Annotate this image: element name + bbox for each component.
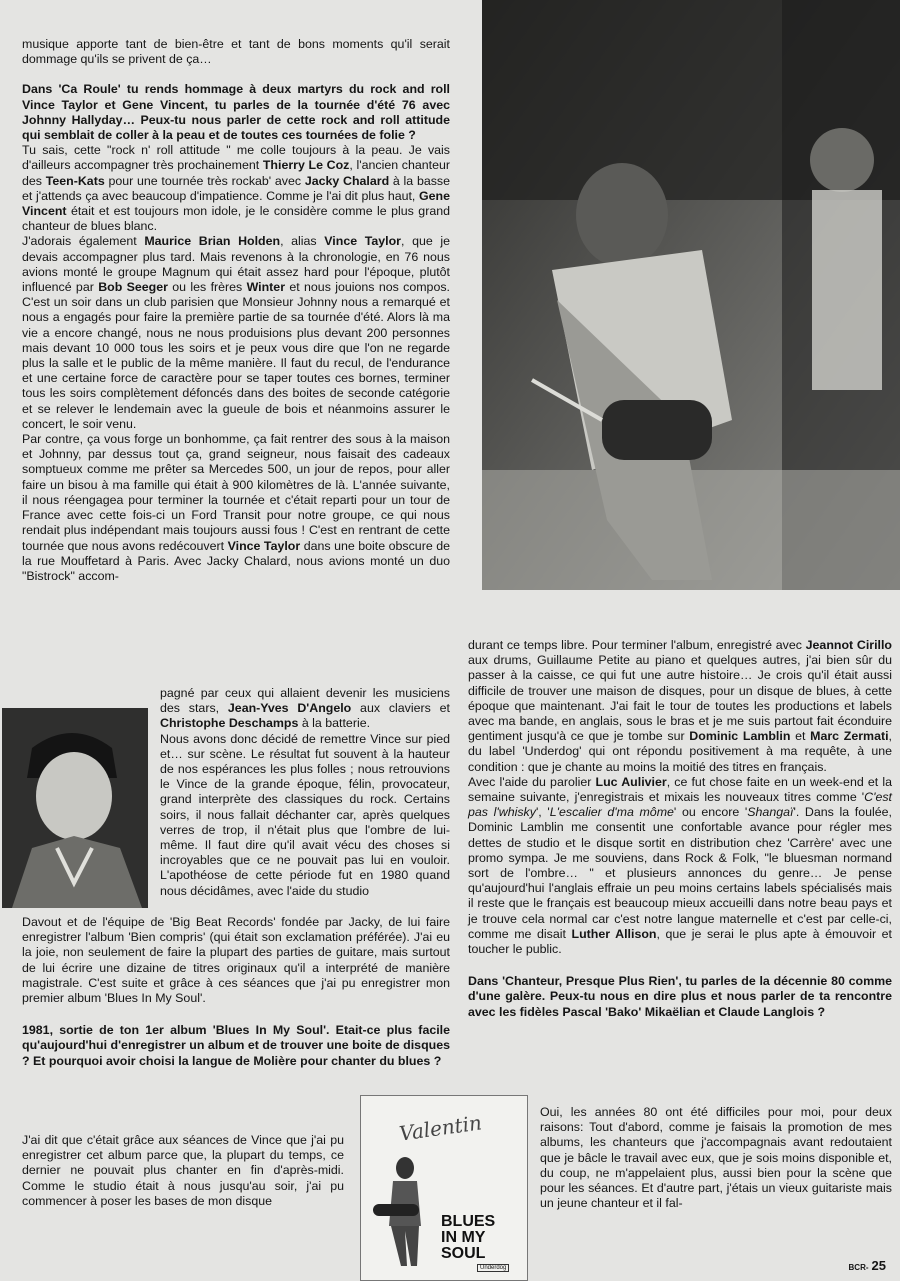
concert-guitarist-photo: [482, 0, 900, 590]
answer-paragraph: Davout et de l'équipe de 'Big Beat Records' fondée par Jacky, de lui faire enregistrer l'album 'Bien compris' (qui était son exclamation préférée). J'ai eu la joie, non seulement de faire la plupart des parties de guitare, mais surtout de lui écrire une dizaine de titres originaux qu'il a interprété de manière magistrale. C'est suite et grâce à ces séances que j'ai pu enregistrer mon premier album 'Blues In My Soul'.: [22, 915, 450, 1006]
question-ca-roule: Dans 'Ca Roule' tu rends hommage à deux martyrs du rock and roll Vince Taylor et Gene Vincent, tu parles de la tournée d'été 76 avec Johnny Hallyday… Peux-tu nous parler de cette rock and roll attitude qui semblait de coller à la peau et de toutes ces tournées de folie ?: [22, 82, 450, 143]
album-title-line: IN MY: [441, 1229, 486, 1246]
album-guitarist-figure: [373, 1156, 433, 1266]
concert-photo-graphic: [482, 0, 900, 590]
right-column: [468, 638, 892, 1020]
album-title: [441, 1214, 495, 1262]
album-cover: [360, 1095, 528, 1281]
question-chanteur: Dans 'Chanteur, Presque Plus Rien', tu parles de la décennie 80 comme d'une galère. Peux-tu nous en dire plus et nous parler de ta rencontre avec les fidèles Pascal 'Bako' Mikaëlian et Claude Langlois ?: [468, 974, 892, 1019]
answer-paragraph: Par contre, ça vous forge un bonhomme, ça fait rentrer des sous à la maison et Johnny, par dessus tout ça, grand seigneur, nous faisait des cadeaux somptueux comme me prêter sa Mercedes 500, un jour de repos, pour aller faire un bisou à ma famille qui était à 900 kilomètres de là. L'année suivante, il nous réengagea pour terminer la tournée et c'était reparti pour un tour de France avec cette fois-ci un Ford Transit pour notre groupe, ce qui nous rendait plus indépendant mais toujours aussi fous ! C'est en rentrant de cette tournée que nous avons redécouvert Vince Taylor dans une boite obscure de la rue Mouffetard à Paris. Avec Jacky Chalard, nous avions monté un duo "Bistrock" accom-: [22, 432, 450, 583]
answer-paragraph: J'ai dit que c'était grâce aux séances de Vince que j'ai pu enregistrer cet album parce que, la plupart du temps, ce dernier ne pouvait plus chanter en fin d'après-midi. Comme le studio était à nous jusqu'au soir, j'ai pu commencer à poser les bases de mon disque: [22, 1133, 344, 1208]
vince-taylor-portrait: [2, 708, 148, 908]
album-title-line: BLUES: [441, 1213, 496, 1230]
question-blues-in-my-soul: 1981, sortie de ton 1er album 'Blues In My Soul'. Etait-ce plus facile qu'aujourd'hui d'enregistrer un album et de trouver une boite de disques ? Et pourquoi avoir choisi la langue de Molière pour chanter du blues ?: [22, 1023, 450, 1068]
answer-paragraph: Avec l'aide du parolier Luc Aulivier, ce fut chose faite en un week-end et la semaine suivante, j'enregistrais et mixais les nouveaux titres comme 'C'est pas l'whisky', 'L'escalier d'ma môme' ou encore 'Shangaï'. Dans la foulée, Dominic Lamblin me consentit une confortable avance pour régler mes dettes de studio et le disque sortit en distribution chez 'Carrère' avec une promo sympa. Je me souviens, dans Rock & Folk, "le bluesman normand sort de l'ombre… " et plusieurs annonces du genre… Je pense qu'aujourd'hui l'anglais effraie un peu moins certains labels spécialisés mais il reste que le français est beaucoup mieux accueilli dans notre beau pays et je trouve cela normal car c'est notre langue maternelle et c'est par celle-ci, comme me disait Luther Allison, que je serai le plus apte à émouvoir et toucher le public.: [468, 774, 892, 957]
page-number: 25: [871, 1258, 886, 1273]
left-column-bottom-answer: [22, 1133, 344, 1209]
left-column-top: [22, 37, 450, 584]
right-column-bottom: [540, 1105, 892, 1211]
intro-paragraph: musique apporte tant de bien-être et tant de bons moments qu'il serait dommage qu'ils se privent de ça…: [22, 37, 450, 67]
answer-paragraph: pagné par ceux qui allaient devenir les musiciens des stars, Jean-Yves D'Angelo aux claviers et Christophe Deschamps à la batterie.: [160, 686, 450, 731]
portrait-graphic: [2, 708, 148, 908]
album-signature: Valentin: [397, 1110, 484, 1146]
left-column-bottom: [22, 915, 450, 1069]
answer-paragraph: Oui, les années 80 ont été difficiles pour moi, pour deux raisons: Tout d'abord, comme je faisais la promotion de mes albums, les chanteurs que j'accompagnais avant redoutaient que je bâcle le travail avec eux, que je sois moins disponible et, du coup, ne m'appelaient plus, aussi bien pour la scène que pour les séances. Et d'autre part, j'étais un vieux guitariste mais un jeune chanteur et il fal-: [540, 1105, 892, 1211]
album-label-logo: Underdog: [477, 1264, 509, 1272]
footer-prefix: BCR-: [848, 1263, 869, 1272]
answer-paragraph: durant ce temps libre. Pour terminer l'album, enregistré avec Jeannot Cirillo aux drums, Guillaume Petite au piano et quelques autres, j'ai bien sûr du passer à la caisse, ce qui fut une autre histoire… Je crois qu'il était aussi difficile de trouver une maison de disques, pour un disque de blues, à cette époque que maintenant. J'ai fait le tour de toutes les productions et labels avec ma bande, en anglais, sous le bras et je me suis partout fait éconduire gentiment jusqu'à ce que je tombe sur Dominic Lamblin et Marc Zermati, du label 'Underdog' qui ont répondu positivement à ma requête, à une condition : que je chante au moins la moitié des titres en français.: [468, 638, 892, 774]
page-footer: [849, 1258, 886, 1273]
album-title-line: SOUL: [441, 1245, 486, 1262]
answer-paragraph: J'adorais également Maurice Brian Holden, alias Vince Taylor, que je devais accompagner plus tard. Mais revenons à la chronologie, en 76 nous avions monté le groupe Magnum qui était assez hard pour l'époque, plutôt influencé par Bob Seeger ou les frères Winter et nous jouions nos compos. C'est un soir dans un club parisien que Monsieur Johnny nous a remarqué et nous a engagés pour faire la première partie de sa tournée d'été. Alors là ma vie a encore changé, nous ne nous produisions plus devant 200 personnes mais devant 10 000 tous les soirs et je peux vous dire que l'on ne regarde plus la salle et le public de la même manière. Il faut du recul, de l'endurance et une certaine force de caractère pour se taper toutes ces bornes, terminer tous les soirs complètement défoncés dans des boites de seconde catégorie et se relever le lendemain avec la gueule de bois et néanmoins assurer le concert, le soir venu.: [22, 234, 451, 431]
answer-paragraph: Tu sais, cette "rock n' roll attitude " me colle toujours à la peau. Je vais d'ailleurs accompagner très prochainement Thierry Le Coz, l'ancien chanteur des Teen-Kats pour une tournée très rockab' avec Jacky Chalard à la basse et j'attends ça avec beaucoup d'impatience. Comme je l'ai dit plus haut, Gene Vincent était et est toujours mon idole, je le considère comme le plus grand chanteur de blues blanc.: [22, 143, 451, 234]
left-column-wrap: [160, 686, 450, 899]
answer-paragraph: Nous avons donc décidé de remettre Vince sur pied et… sur scène. Le résultat fut souvent à la hauteur de nos espérances les plus folles ; nous retrouvions le Vince de la grande époque, félin, provocateur, grand interprète des classiques du rock. Certains soirs, il nous fallait déchanter car, après quelques verres de trop, il n'était plus que l'ombre de lui-même. Il faut dire qu'il avait vécu des choses si incroyables que ce ne pouvait pas lui en vouloir. L'apothéose de cette période fut en 1980 quand nous décidâmes, avec l'aide du studio: [160, 731, 450, 898]
